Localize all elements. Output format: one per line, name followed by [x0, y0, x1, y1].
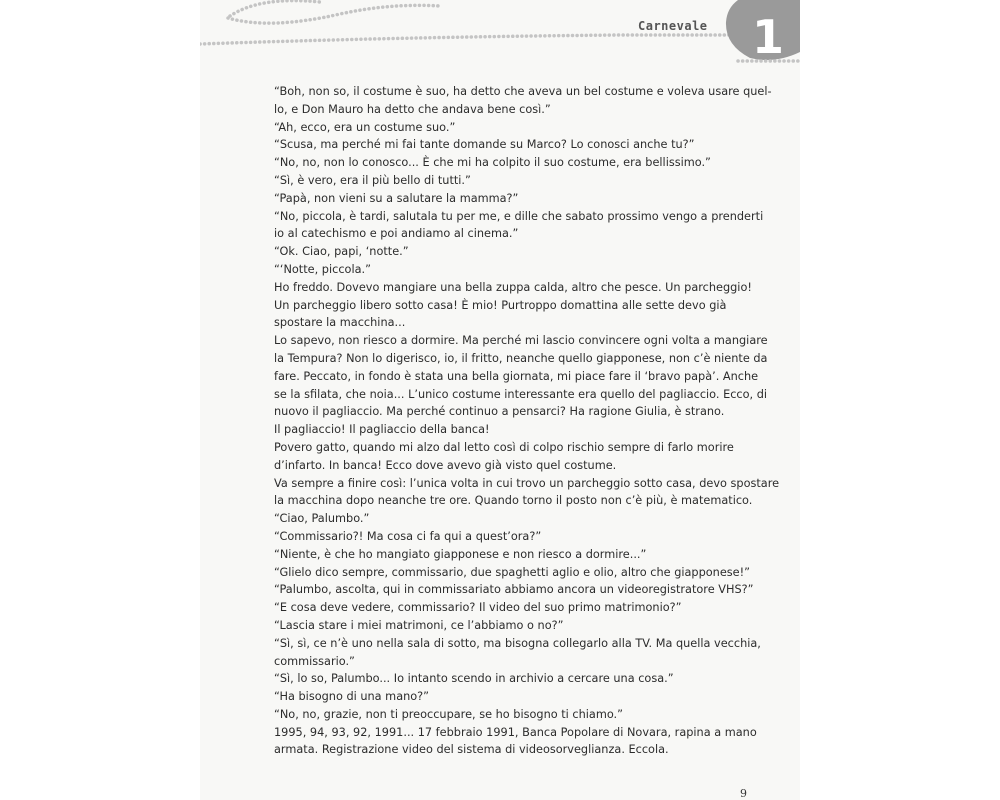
text-line: la Tempura? Non lo digerisco, io, il fritto, neanche quello giapponese, non c’è niente da — [274, 351, 768, 365]
text-line: “No, no, non lo conosco... È che mi ha colpito il suo costume, era bellissimo.” — [274, 156, 711, 170]
text-line: “Boh, non so, il costume è suo, ha detto che aveva un bel costume e voleva usare quel- — [274, 85, 772, 98]
text-line: io al catechismo e poi andiamo al cinema.” — [274, 227, 519, 241]
text-line: “Ah, ecco, era un costume suo.” — [274, 120, 456, 134]
text-line: Ho freddo. Dovevo mangiare una bella zuppa calda, altro che pesce. Un parcheggio! — [274, 280, 752, 294]
text-line: nuovo il pagliaccio. Ma perché continuo a pensarci? Ha ragione Giulia, è strano. — [274, 405, 725, 419]
dotted-swirl-upper — [230, 1, 320, 16]
text-line: “Sì, sì, ce n’è uno nella sala di sotto, ma bisogna collegarlo alla TV. Ma quella vecchia, — [274, 636, 761, 650]
text-line: Lo sapevo, non riesco a dormire. Ma perché mi lascio convincere ogni volta a mangiare — [274, 334, 768, 348]
body-text — [274, 83, 780, 759]
text-line: la macchina dopo neanche tre ore. Quando torno il posto non c’è più, è matematico. — [274, 494, 753, 508]
text-line: “Sì, lo so, Palumbo... Io intanto scendo in archivio a cercare una cosa.” — [274, 672, 674, 686]
page-number: 9 — [740, 787, 747, 800]
text-line: “Commissario?! Ma cosa ci fa qui a quest’ora?” — [274, 529, 542, 543]
text-line: commissario.” — [274, 654, 355, 668]
text-line: “Glielo dico sempre, commissario, due spaghetti aglio e olio, altro che giapponese!” — [274, 565, 751, 579]
text-line: “Sì, è vero, era il più bello di tutti.” — [274, 173, 471, 187]
text-line: “Palumbo, ascolta, qui in commissariato abbiamo ancora un videoregistratore VHS?” — [274, 583, 754, 597]
book-page — [200, 0, 800, 800]
chapter-number: 1 — [751, 10, 784, 64]
text-line: “Ciao, Palumbo.” — [274, 512, 370, 526]
text-line: spostare la macchina... — [274, 316, 406, 330]
text-line: se la sfilata, che noia... L’unico costume interessante era quello del pagliaccio. Ecco, di — [274, 387, 768, 401]
text-line: “Niente, è che ho mangiato giapponese e non riesco a dormire...” — [274, 547, 647, 561]
text-line: d’infarto. In banca! Ecco dove avevo già visto quel costume. — [274, 458, 617, 472]
header-decoration — [200, 0, 800, 70]
text-line: “No, no, grazie, non ti preoccupare, se ho bisogno ti chiamo.” — [274, 707, 623, 721]
text-line: fare. Peccato, in fondo è stata una bella giornata, mi piace fare il ‘bravo papà’. Anche — [274, 369, 759, 383]
text-line: Un parcheggio libero sotto casa! È mio! Purtroppo domattina alle sette devo già — [274, 298, 727, 312]
text-line: “Ok. Ciao, papi, ‘notte.” — [274, 245, 409, 259]
text-line: “Lascia stare i miei matrimoni, ce l’abbiamo o no?” — [274, 618, 564, 632]
text-line: Povero gatto, quando mi alzo dal letto così di colpo rischio sempre di farlo morire — [274, 440, 734, 454]
text-line: “Papà, non vieni su a salutare la mamma?” — [274, 191, 519, 205]
dotted-header-rule — [200, 35, 730, 44]
text-line: “E cosa deve vedere, commissario? Il video del suo primo matrimonio?” — [274, 601, 682, 615]
text-line: “Scusa, ma perché mi fai tante domande su Marco? Lo conosci anche tu?” — [274, 138, 695, 152]
dotted-swirl-lower — [228, 5, 440, 23]
text-line: armata. Registrazione video del sistema di videosorveglianza. Eccola. — [274, 743, 669, 757]
text-line: lo, e Don Mauro ha detto che andava bene così.” — [274, 102, 551, 116]
text-line: Va sempre a finire così: l’unica volta in cui trovo un parcheggio sotto casa, devo spostare — [274, 476, 780, 490]
text-line: “‘Notte, piccola.” — [274, 262, 371, 276]
text-line: “No, piccola, è tardi, salutala tu per me, e dille che sabato prossimo vengo a prenderti — [274, 209, 764, 223]
chapter-title: Carnevale — [638, 19, 708, 33]
text-line: Il pagliaccio! Il pagliaccio della banca! — [274, 423, 490, 437]
text-line: “Ha bisogno di una mano?” — [274, 690, 430, 704]
text-line: 1995, 94, 93, 92, 1991... 17 febbraio 1991, Banca Popolare di Novara, rapina a mano — [274, 725, 757, 739]
